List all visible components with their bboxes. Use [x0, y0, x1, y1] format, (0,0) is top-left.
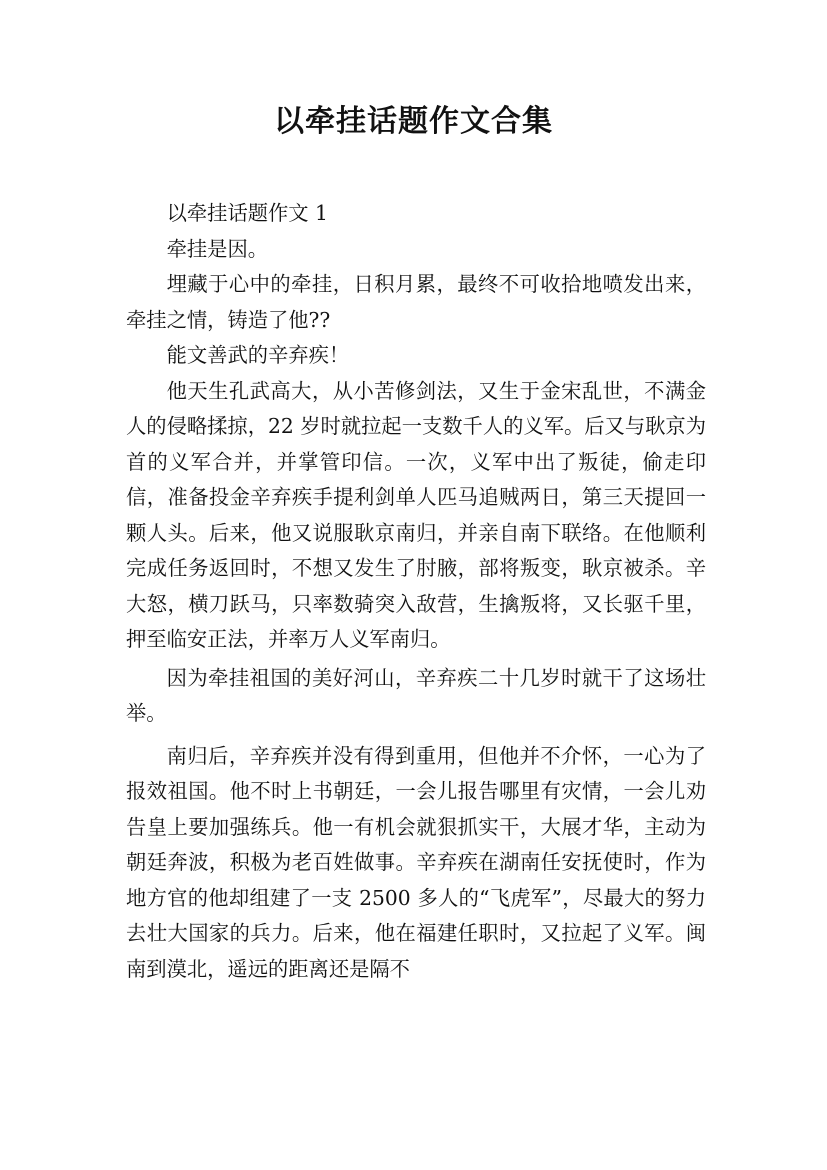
document-title: 以牵挂话题作文合集 [274, 104, 553, 139]
section-heading: 以牵挂话题作文 1 [166, 201, 328, 225]
paragraph: 牵挂是因。 [166, 236, 269, 261]
paragraph: 他天生孔武高大，从小苦修剑法，又生于金宋乱世，不满金人的侵略揉掠，22 岁时就拉起一支数千人的义军。后又与耿京为首的义军合并，并掌管印信。一次，义军中出了叛徒，偷走印信，准备投金辛弃疾手提利剑单人匹马追贼两日，第三天提回一颗人头。后来，他又说服耿京南归，并亲自南下联络。在他顺利完成任务返回时，不想又发生了肘腋，部将叛变，耿京被杀。辛大怒，横刀跃马，只率数骑突入敌营，生擒叛将，又长驱千里，押至临安正法，并率万人义军南归。 [126, 378, 706, 651]
document-body [126, 196, 706, 987]
paragraph: 能文善武的辛弃疾！ [166, 343, 350, 367]
paragraph: 埋藏于心中的牵挂，日积月累，最终不可收拾地喷发出来，牵挂之情，铸造了他?? [126, 272, 706, 332]
paragraph: 因为牵挂祖国的美好河山，辛弃疾二十几岁时就干了这场壮举。 [126, 665, 706, 725]
paragraph: 南归后，辛弃疾并没有得到重用，但他并不介怀，一心为了报效祖国。他不时上书朝廷，一会儿报告哪里有灾情，一会儿劝告皇上要加强练兵。他一有机会就狠抓实干，大展才华，主动为朝廷奔波，积极为老百姓做事。辛弃疾在湖南任安抚使时，作为地方官的他却组建了一支 2500 多人的“飞虎军”，尽最大的努力去壮大国家的兵力。后来，他在福建任职时，又拉起了义军。闽南到漠北，遥远的距离还是隔不 [126, 743, 706, 981]
